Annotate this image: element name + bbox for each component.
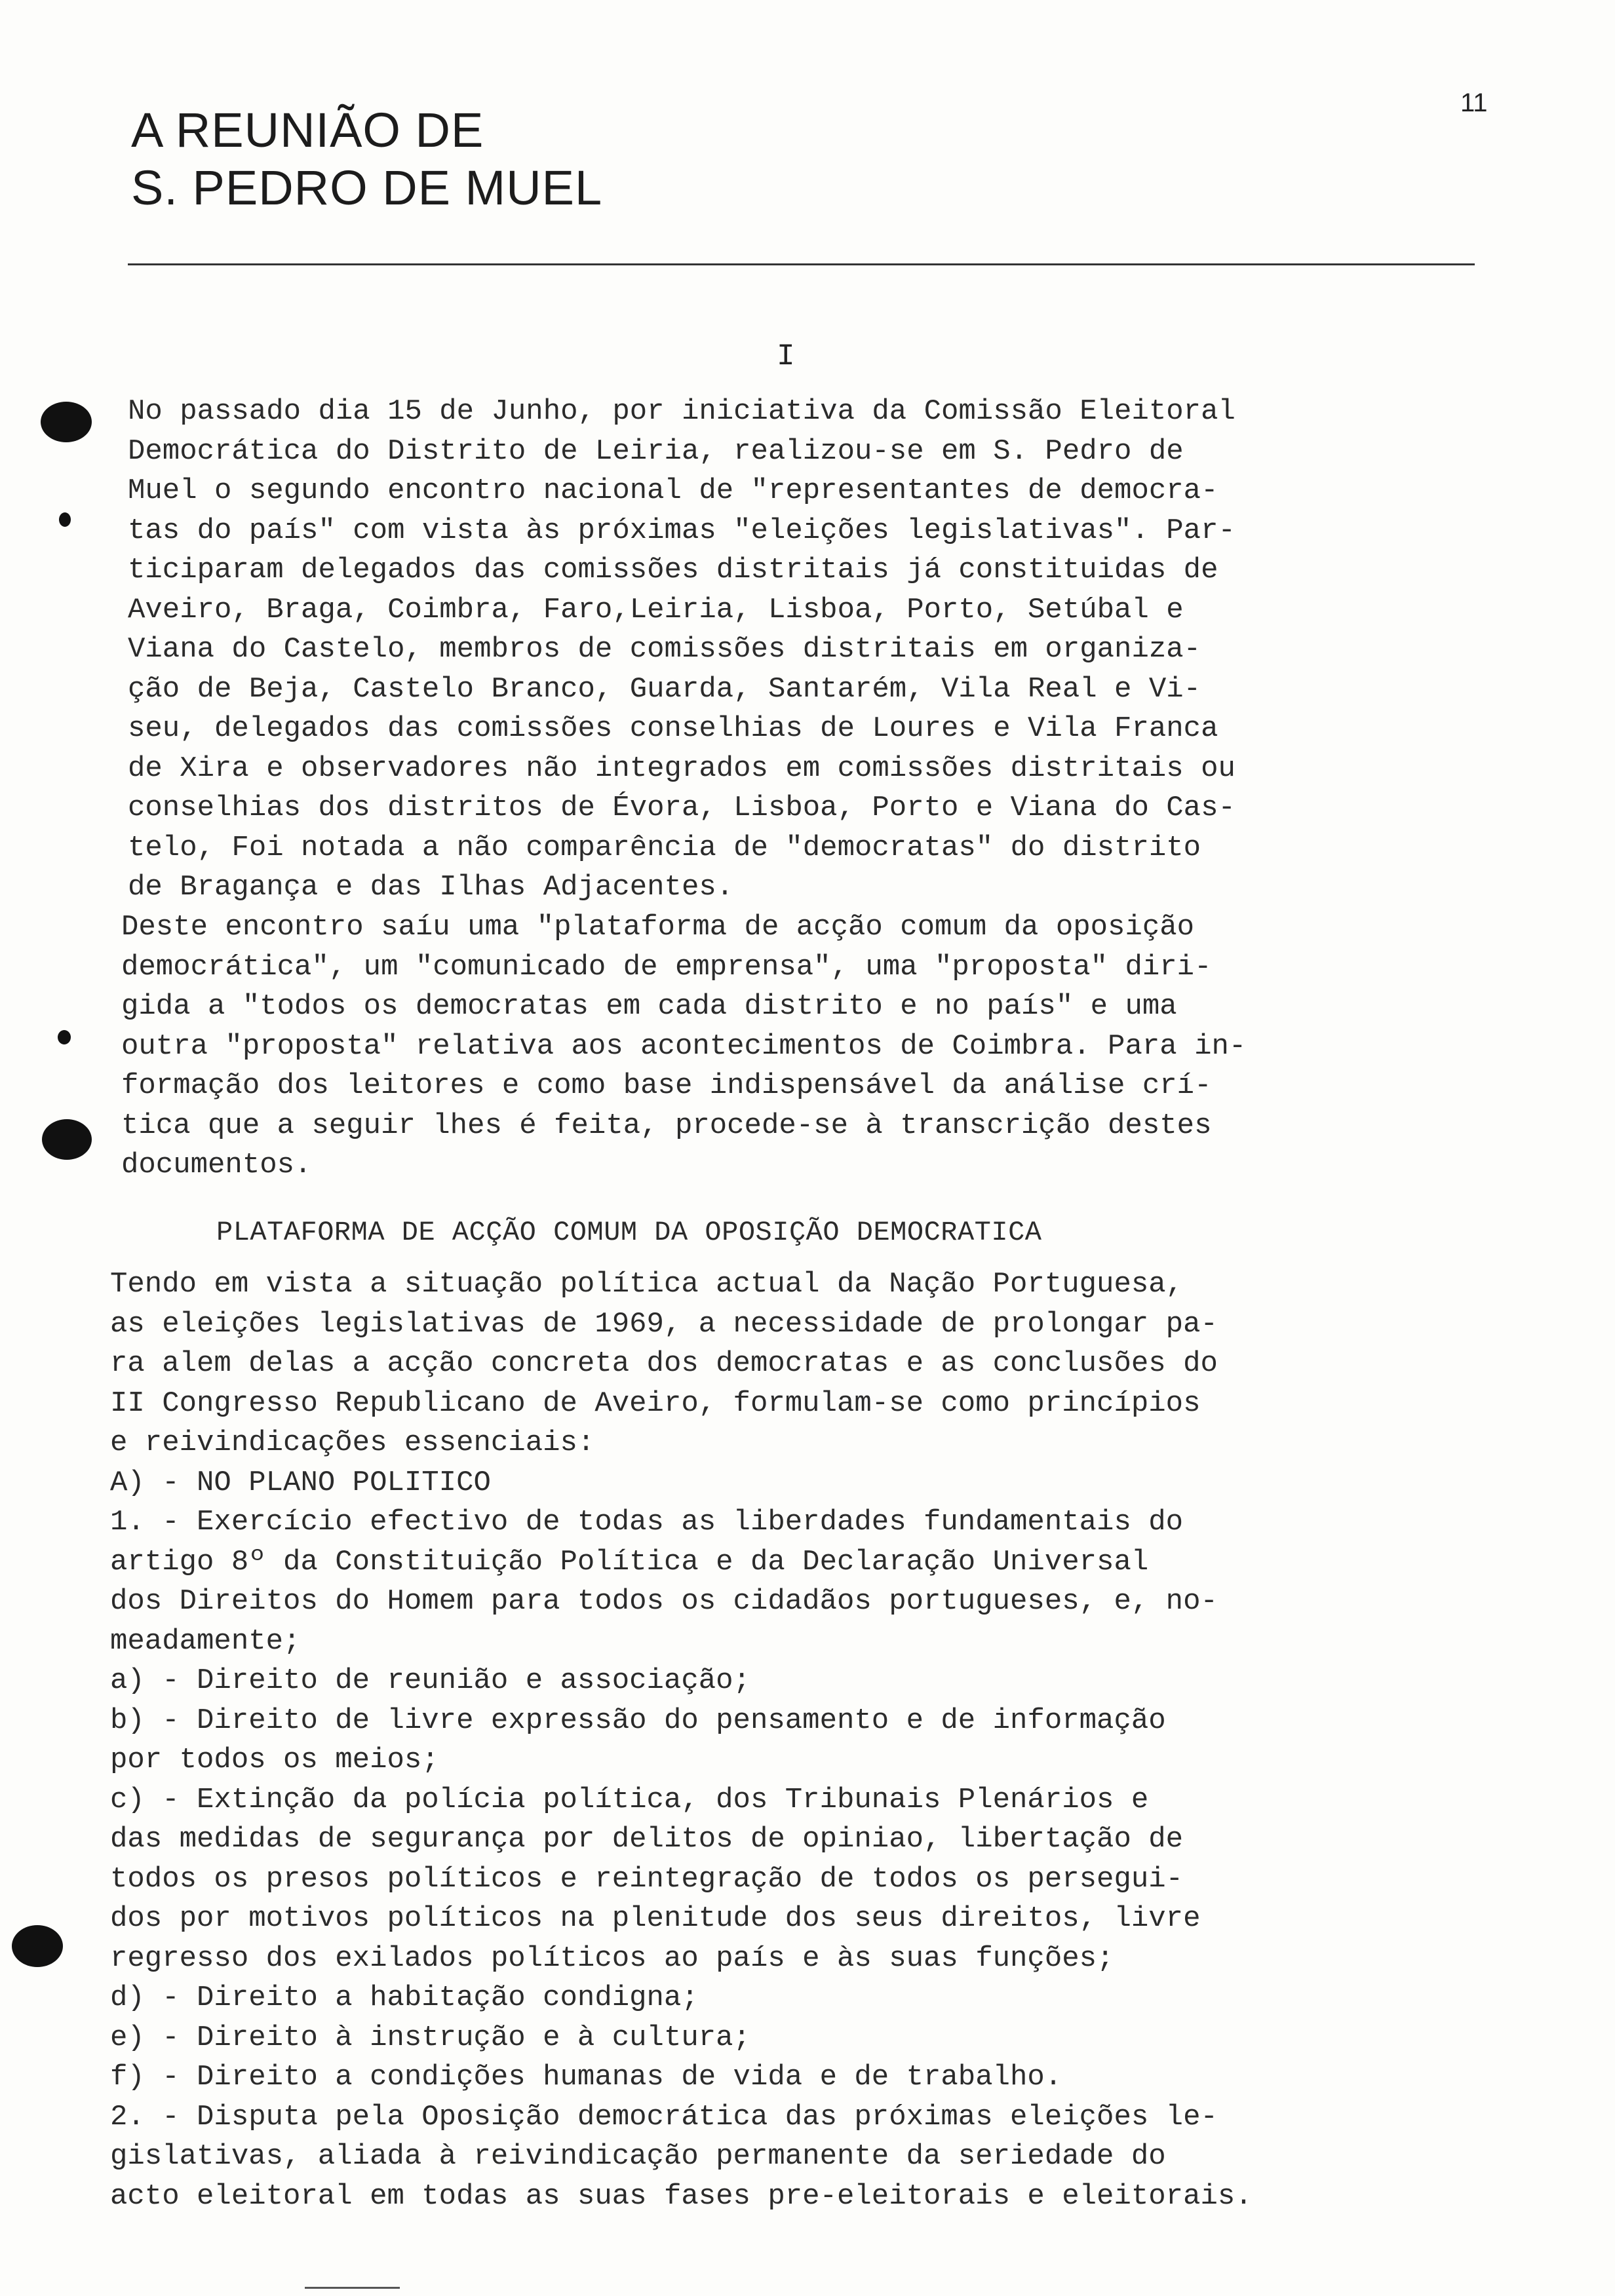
margin-punch-mark <box>41 402 92 442</box>
platform-heading: PLATAFORMA DE ACÇÃO COMUM DA OPOSIÇÃO DEMOCRATICA <box>216 1217 1042 1248</box>
intro-paragraph-2 <box>121 908 1246 1185</box>
text-line: c) - Extinção da polícia política, dos Tribunais Plenários e <box>110 1783 1149 1816</box>
text-line: Aveiro, Braga, Coimbra, Faro,Leiria, Lisboa, Porto, Setúbal e <box>128 593 1184 626</box>
margin-punch-mark <box>12 1925 63 1967</box>
page-number: 11 <box>1460 88 1488 117</box>
title-line-2: S. PEDRO DE MUEL <box>131 161 603 215</box>
text-line: artigo 8º da Constituição Política e da Declaração Universal <box>110 1545 1149 1578</box>
text-line: seu, delegados das comissões conselhias de Loures e Vila Franca <box>128 712 1218 745</box>
margin-punch-mark-small <box>58 1030 71 1044</box>
text-line: Deste encontro saíu uma "plataforma de acção comum da oposição <box>121 911 1195 944</box>
text-line: todos os presos políticos e reintegração de todos os persegui- <box>110 1862 1184 1896</box>
text-line: ticiparam delegados das comissões distritais já constituidas de <box>128 554 1218 586</box>
text-line: Tendo em vista a situação política actual da Nação Portuguesa, <box>110 1268 1184 1301</box>
text-line: tas do país" com vista às próximas "eleições legislativas". Par- <box>128 514 1236 547</box>
text-line: conselhias dos distritos de Évora, Lisboa, Porto e Viana do Cas- <box>128 792 1236 824</box>
text-line: telo, Foi notada a não comparência de "democratas" do distrito <box>128 831 1201 864</box>
text-line: 1. - Exercício efectivo de todas as liberdades fundamentais do <box>110 1506 1184 1539</box>
text-line: dos Direitos do Homem para todos os cidadãos portugueses, e, no- <box>110 1585 1218 1618</box>
article-title <box>131 102 602 217</box>
text-line: gislativas, aliada à reivindicação permanente da seriedade do <box>110 2140 1166 2173</box>
text-line: as eleições legislativas de 1969, a necessidade de prolongar pa- <box>110 1307 1218 1341</box>
text-line: democrática", um "comunicado de emprensa", uma "proposta" diri- <box>121 950 1212 984</box>
text-line: Democrática do Distrito de Leiria, realizou-se em S. Pedro de <box>128 434 1184 468</box>
section-numeral: I <box>777 339 795 373</box>
text-line: Viana do Castelo, membros de comissões distritais em organiza- <box>128 633 1201 666</box>
text-line: tica que a seguir lhes é feita, procede-se à transcrição destes <box>121 1109 1212 1142</box>
intro-paragraph <box>128 392 1236 908</box>
text-line: documentos. <box>121 1149 312 1181</box>
text-line: ra alem delas a acção concreta dos democratas e as conclusões do <box>110 1347 1218 1380</box>
text-line: b) - Direito de livre expressão do pensamento e de informação <box>110 1704 1166 1737</box>
title-line-1: A REUNIÃO DE <box>131 103 484 157</box>
title-divider <box>128 263 1475 265</box>
text-line: formação dos leitores e como base indispensável da análise crí- <box>121 1069 1212 1102</box>
text-line: acto eleitoral em todas as suas fases pre-eleitorais e eleitorais. <box>110 2179 1253 2213</box>
text-line: 2. - Disputa pela Oposição democrática das próximas eleições le- <box>110 2100 1218 2133</box>
margin-punch-mark-small <box>59 512 71 527</box>
text-line: das medidas de segurança por delitos de opiniao, libertação de <box>110 1823 1184 1856</box>
platform-body <box>110 1265 1253 2216</box>
text-line: meadamente; <box>110 1624 301 1658</box>
text-line: e) - Direito à instrução e à cultura; <box>110 2021 750 2054</box>
text-line: a) - Direito de reunião e associação; <box>110 1664 750 1697</box>
text-line: II Congresso Republicano de Aveiro, formulam-se como princípios <box>110 1387 1201 1420</box>
footer-rule <box>305 2287 400 2289</box>
text-line: f) - Direito a condições humanas de vida e de trabalho. <box>110 2061 1062 2094</box>
text-line: regresso dos exilados políticos ao país e às suas funções; <box>110 1942 1114 1975</box>
text-line: dos por motivos políticos na plenitude dos seus direitos, livre <box>110 1902 1201 1935</box>
text-line: de Bragança e das Ilhas Adjacentes. <box>128 871 734 904</box>
text-line: por todos os meios; <box>110 1744 439 1776</box>
text-line: de Xira e observadores não integrados em comissões distritais ou <box>128 752 1236 785</box>
text-line: ção de Beja, Castelo Branco, Guarda, Santarém, Vila Real e Vi- <box>128 672 1201 706</box>
text-line: e reivindicações essenciais: <box>110 1426 595 1459</box>
text-line: d) - Direito a habitação condigna; <box>110 1981 699 2014</box>
text-line: A) - NO PLANO POLITICO <box>110 1466 491 1499</box>
margin-punch-mark <box>42 1119 92 1160</box>
text-line: gida a "todos os democratas em cada distrito e no país" e uma <box>121 990 1177 1023</box>
text-line: outra "proposta" relativa aos acontecimentos de Coimbra. Para in- <box>121 1029 1247 1063</box>
text-line: No passado dia 15 de Junho, por iniciativa da Comissão Eleitoral <box>128 395 1236 428</box>
text-line: Muel o segundo encontro nacional de "representantes de democra- <box>128 474 1218 507</box>
